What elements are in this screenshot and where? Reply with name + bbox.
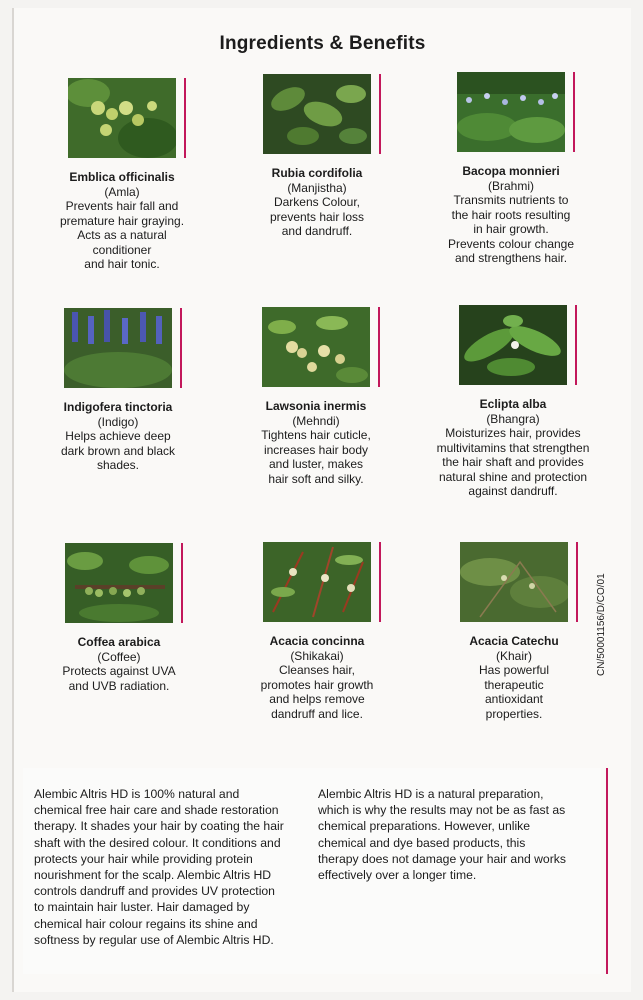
ingredient-card-bhangra: [418, 305, 608, 499]
ingredient-card-indigo: [23, 308, 213, 473]
ingredient-name: Coffea arabica: [77, 635, 161, 649]
manjistha-photo: [263, 74, 371, 154]
coffee-photo: [65, 543, 173, 623]
accent-bar: [379, 74, 381, 154]
shikakai-photo: [263, 542, 371, 622]
ingredient-benefit: Cleanses hair, promotes hair growth and helps remove dandruff and lice.: [260, 663, 374, 721]
mehndi-photo: [262, 307, 370, 387]
description-left-column: Alembic Altris HD is 100% natural and chemical free hair care and shade restoration therapy. It shades your hair by coating the hair shaft with the desired colour. It conditions and protects your hair while providing protein nourishment for the scalp. Alembic Altris HD controls dandruff and provides UV protection to maintain hair luster. Hair damaged by chemical hair colour regains its shine and softness by regular use of Alembic Altris HD.: [34, 787, 284, 947]
ingredient-common-name: (Bhangra): [486, 412, 540, 426]
ingredient-common-name: (Mehndi): [292, 414, 340, 428]
ingredient-benefit: Tightens hair cuticle, increases hair body and luster, makes hair soft and silky.: [261, 428, 371, 486]
ingredient-common-name: (Coffee): [97, 650, 141, 664]
ingredient-common-name: (Indigo): [97, 415, 139, 429]
ingredient-name: Indigofera tinctoria: [63, 400, 173, 414]
accent-bar: [379, 542, 381, 622]
ingredient-benefit: Transmits nutrients to the hair roots resulting in hair growth. Prevents colour change and strengthens hair.: [447, 193, 575, 265]
accent-bar: [184, 78, 186, 158]
ingredient-name: Acacia Catechu: [469, 634, 559, 648]
ingredient-benefit: Darkens Colour, prevents hair loss and dandruff.: [269, 195, 365, 238]
ingredient-common-name: (Amla): [104, 185, 140, 199]
page-title: Ingredients & Benefits: [219, 33, 426, 54]
ingredient-name: Rubia cordifolia: [271, 166, 363, 180]
ingredient-common-name: (Brahmi): [487, 179, 534, 193]
ingredient-benefit: Prevents hair fall and premature hair graying. Acts as a natural conditioner and hair tonic.: [59, 199, 185, 271]
accent-bar: [576, 542, 578, 622]
ingredient-card-amla: [27, 78, 217, 272]
ingredient-card-brahmi: [416, 72, 606, 266]
description-panel: [23, 768, 601, 974]
accent-bar: [606, 768, 608, 974]
khair-photo: [460, 542, 568, 622]
accent-bar: [378, 307, 380, 387]
accent-bar: [180, 308, 182, 388]
ingredient-name: Acacia concinna: [269, 634, 365, 648]
ingredient-benefit: Has powerful therapeutic antioxidant properties.: [478, 663, 550, 721]
ingredient-card-coffee: [24, 543, 214, 693]
accent-bar: [575, 305, 577, 385]
ingredient-common-name: (Khair): [495, 649, 532, 663]
ingredient-card-mehndi: [221, 307, 411, 486]
ingredient-name: Bacopa monnieri: [462, 164, 560, 178]
ingredient-name: Lawsonia inermis: [265, 399, 367, 413]
ingredient-card-manjistha: [222, 74, 412, 239]
product-code: CN/50001156/D/CO/01: [596, 573, 607, 676]
amla-photo: [68, 78, 176, 158]
ingredient-benefit: Helps achieve deep dark brown and black shades.: [60, 429, 176, 472]
ingredient-benefit: Protects against UVA and UVB radiation.: [62, 664, 176, 693]
ingredient-card-khair: [419, 542, 609, 721]
ingredient-common-name: (Shikakai): [290, 649, 344, 663]
ingredient-name: Eclipta alba: [479, 397, 547, 411]
accent-bar: [573, 72, 575, 152]
ingredient-card-shikakai: [222, 542, 412, 721]
ingredient-benefit: Moisturizes hair, provides multivitamins that strengthen the hair shaft and provides natural shine and protection against dandruff.: [436, 426, 590, 498]
indigo-photo: [64, 308, 172, 388]
description-right-column: Alembic Altris HD is a natural preparation, which is why the results may not be as fast as chemical preparations. However, unlike chemical and dye based products, this therapy does not damage your hair and works effectively over a longer time.: [318, 787, 566, 883]
bhangra-photo: [459, 305, 567, 385]
ingredient-name: Emblica officinalis: [69, 170, 175, 184]
accent-bar: [181, 543, 183, 623]
brahmi-photo: [457, 72, 565, 152]
ingredient-common-name: (Manjistha): [287, 181, 347, 195]
